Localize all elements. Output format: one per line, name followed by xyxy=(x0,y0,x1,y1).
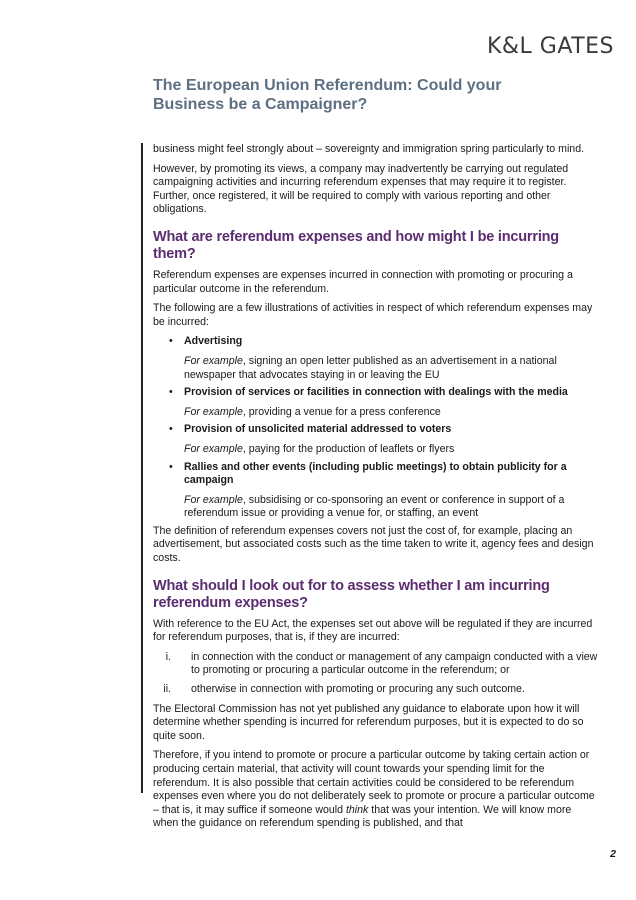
paragraph: The definition of referendum expenses covers not just the cost of, for example, placing an advertisement, but associated costs such as the time taken to write it, agency fees and design costs. xyxy=(153,524,594,565)
list-item xyxy=(153,461,599,521)
section-heading: What are referendum expenses and how might I be incurring them? xyxy=(153,228,559,262)
example-text: , paying for the production of leaflets or flyers xyxy=(242,442,455,455)
list-item-example xyxy=(184,406,599,420)
left-margin-rule xyxy=(141,143,143,793)
example-label: For example xyxy=(184,493,243,506)
bullet-icon: • xyxy=(169,335,173,348)
purposes-list xyxy=(153,651,599,697)
paragraph: business might feel strongly about – sovereignty and immigration spring particularly to mind. xyxy=(153,143,585,155)
example-label: For example xyxy=(184,354,243,367)
example-text: , subsidising or co-sponsoring an event or conference in support of a referendum issue or providing a venue for, or staffing, an event xyxy=(184,493,565,520)
list-item-example xyxy=(184,443,599,457)
example-text: , providing a venue for a press conference xyxy=(242,405,441,418)
emphasis-text: think xyxy=(345,803,369,816)
list-item-example xyxy=(184,355,599,382)
page-number: 2 xyxy=(610,848,616,860)
paragraph: The following are a few illustrations of activities in respect of which referendum expenses may be incurred: xyxy=(153,302,593,328)
document-body xyxy=(153,143,599,837)
bullet-icon: • xyxy=(169,386,173,399)
list-item-title: Advertising xyxy=(184,335,243,348)
example-label: For example xyxy=(184,442,243,455)
bullet-icon: • xyxy=(169,460,173,473)
paragraph-text: Therefore, if you intend to promote or procure a particular outcome by taking certain action or producing certain material, that activity will count towards your spending limit for the referendum. It is also possible that certain activities could be considered to be referendum expenses even where you do not deliberately seek to promote or procure a particular outcome – that is, it may suffice if someone would xyxy=(153,749,595,816)
list-item-title: Provision of unsolicited material addressed to voters xyxy=(184,423,452,436)
paragraph: The Electoral Commission has not yet published any guidance to elaborate upon how it will determine whether spending is incurred for referendum purposes, but it is expected to do so quite soon. xyxy=(153,702,584,742)
section-heading: What should I look out for to assess whether I am incurring referendum expenses? xyxy=(153,577,550,611)
document-title: The European Union Referendum: Could your Business be a Campaigner? xyxy=(153,77,502,113)
list-item xyxy=(153,423,599,456)
paragraph: With reference to the EU Act, the expenses set out above will be regulated if they are incurred for referendum purposes, that is, if they are incurred: xyxy=(153,617,593,644)
list-item xyxy=(153,335,599,382)
list-item-title: Provision of services or facilities in connection with dealings with the media xyxy=(184,386,568,399)
example-label: For example xyxy=(184,405,243,418)
list-item-text: otherwise in connection with promoting or procuring any such outcome. xyxy=(191,683,525,696)
list-item xyxy=(153,651,599,678)
paragraph: Referendum expenses are expenses incurred in connection with promoting or procuring a particular outcome in the referendum. xyxy=(153,268,573,295)
example-text: , signing an open letter published as an advertisement in a national newspaper that advocates staying in or leaving the EU xyxy=(184,354,557,381)
list-number: i. xyxy=(165,650,171,663)
bullet-icon: • xyxy=(169,423,173,436)
list-item-example xyxy=(184,494,599,521)
company-logo: K&L GATES xyxy=(486,34,614,59)
paragraph: However, by promoting its views, a company may inadvertently be carrying out regulated campaigning activities and incurring referendum expenses that may require it to register. Further, once registered, it will be required to comply with various reporting and other obligations. xyxy=(153,162,569,216)
list-item xyxy=(153,386,599,419)
paragraph xyxy=(153,749,599,831)
paragraph-text: that was your intention. We will know more when the guidance on referendum spending is published, and that xyxy=(153,803,572,830)
list-number: ii. xyxy=(163,683,171,696)
list-item xyxy=(153,683,599,697)
list-item-title: Rallies and other events (including public meetings) to obtain publicity for a campaign xyxy=(184,460,567,487)
list-item-text: in connection with the conduct or management of any campaign conducted with a view to promoting or procuring a particular outcome in the referendum; or xyxy=(191,650,598,677)
expense-examples-list xyxy=(153,335,599,521)
